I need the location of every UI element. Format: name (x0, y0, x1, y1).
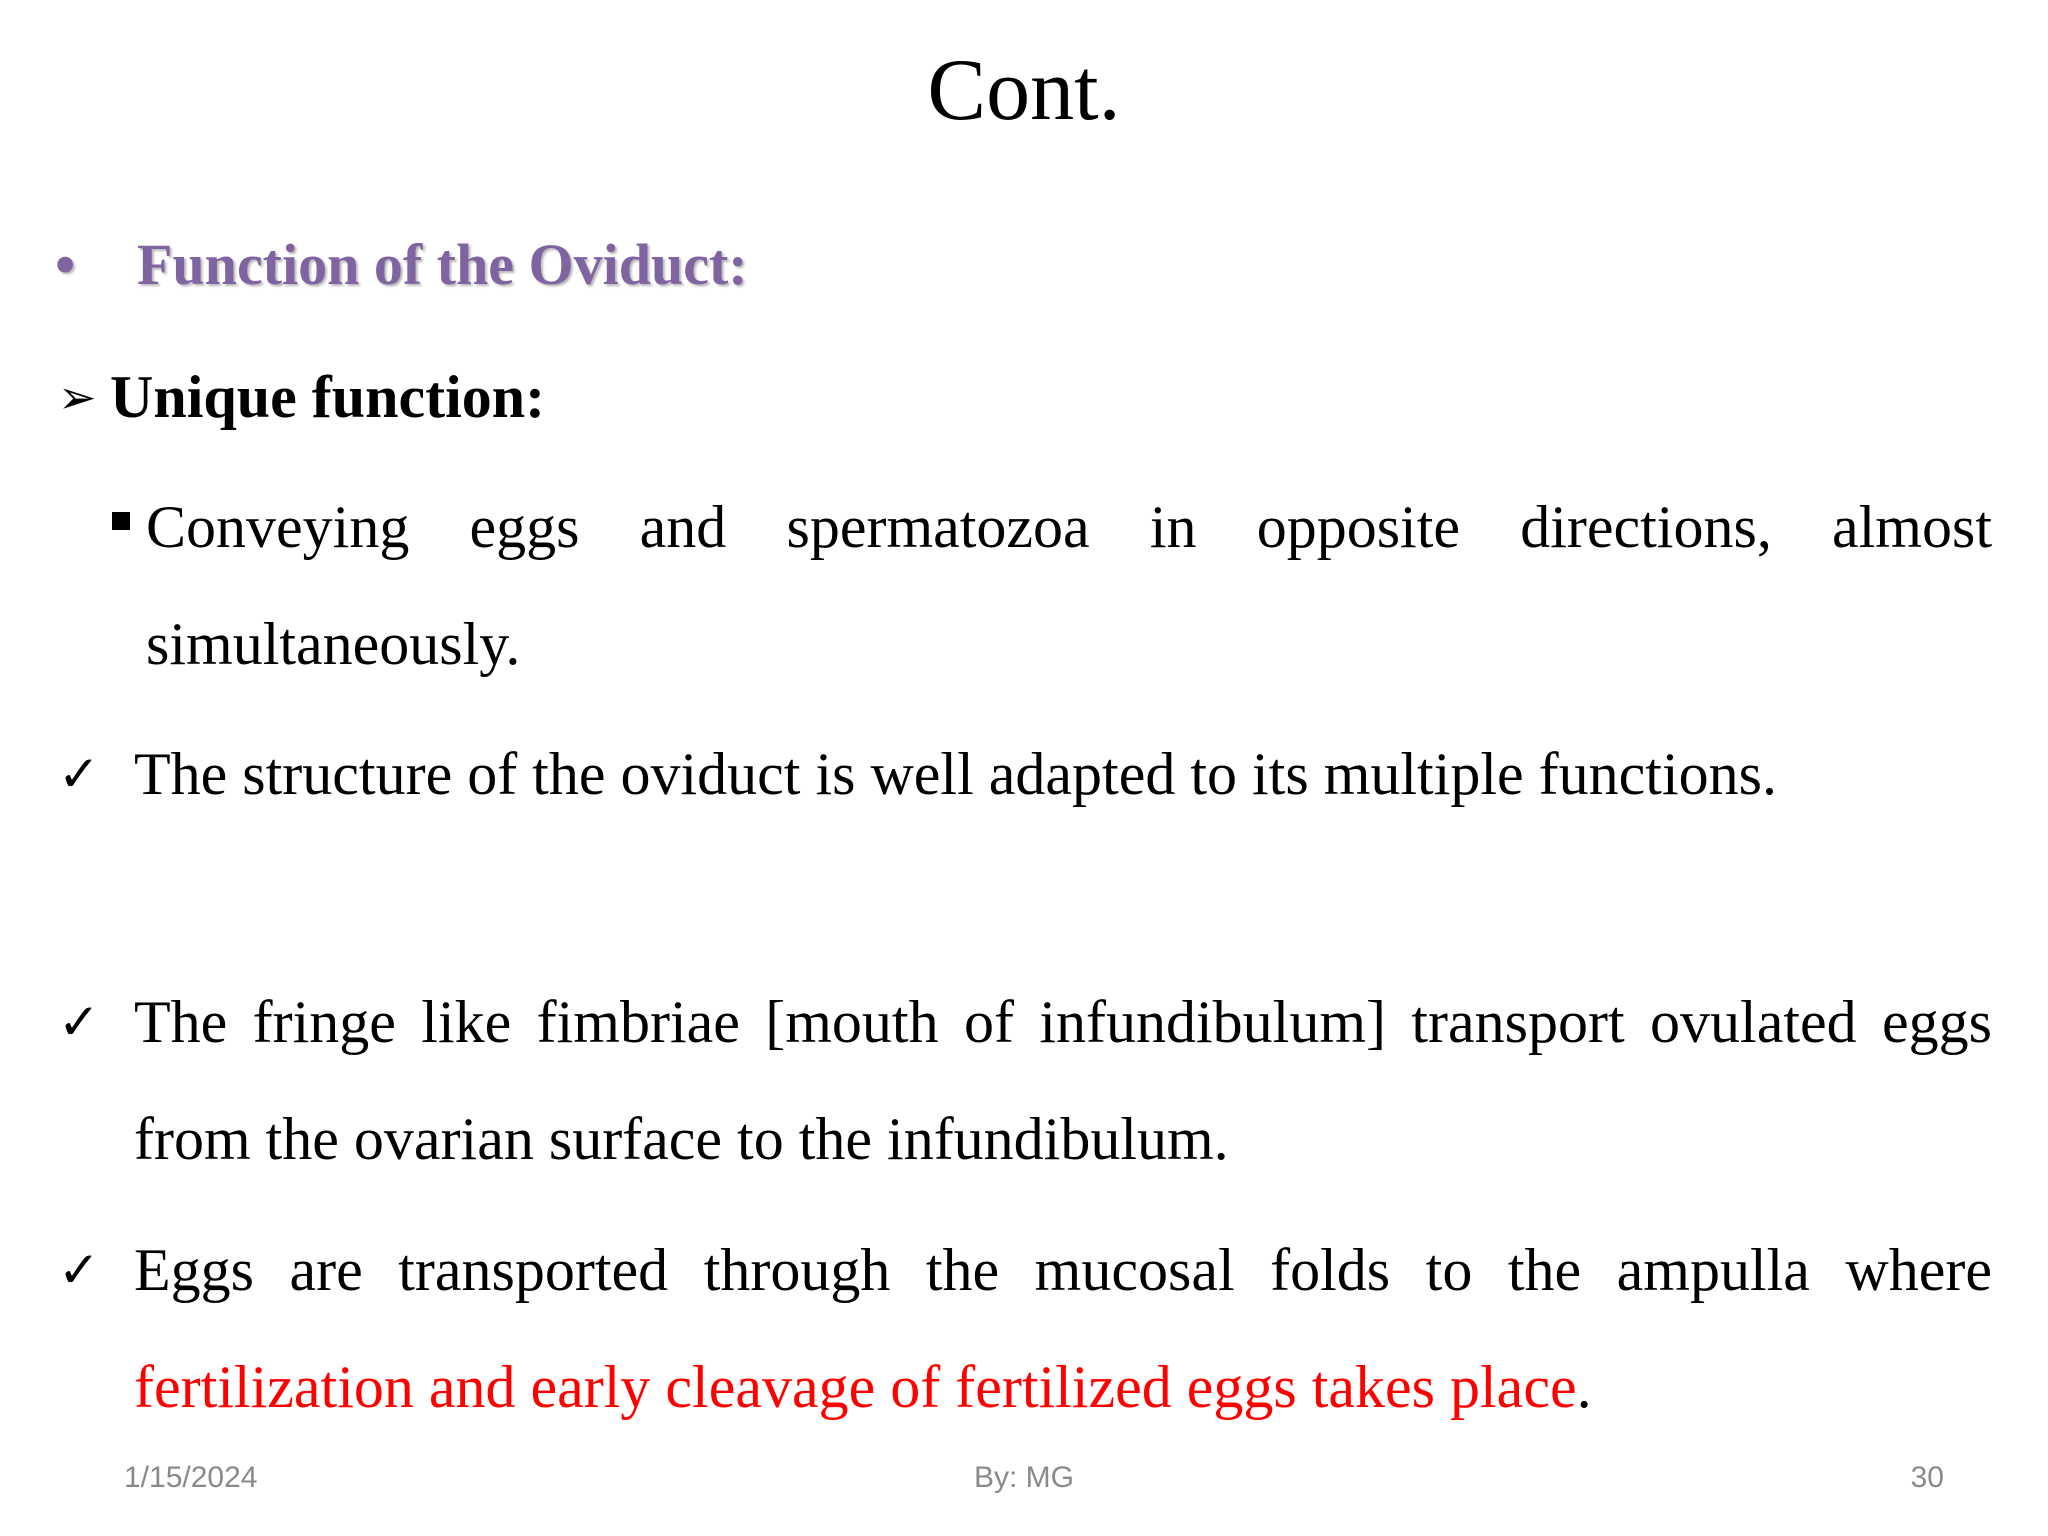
section-heading (55, 230, 748, 300)
point-eggs-transport (134, 1212, 1992, 1446)
arrow-bullet-icon: ➢ (58, 370, 97, 424)
footer-date: 1/15/2024 (124, 1461, 258, 1494)
checkmark-icon: ✓ (58, 1241, 100, 1299)
checkmark-icon: ✓ (58, 993, 100, 1051)
section-heading-text: Function of the Oviduct: (137, 232, 748, 297)
point-fimbriae: The fringe like fimbriae [mouth of infundibulum] transport ovulated eggs from the ovarian surface to the infundibulum. (134, 989, 1992, 1172)
slide-title: Cont. (927, 42, 1121, 139)
point-text: Eggs are transported through the mucosal folds to the ampulla where (134, 1237, 1992, 1303)
checkmark-icon: ✓ (58, 745, 100, 803)
point-structure: The structure of the oviduct is well adapted to its multiple functions. (134, 741, 1777, 807)
footer-author: By: MG (973, 1461, 1074, 1494)
point-text-end: . (1576, 1354, 1592, 1420)
bullet-dot: • (55, 232, 76, 297)
highlighted-text: fertilization and early cleavage of fertilized eggs takes place (134, 1354, 1577, 1420)
square-bullet-icon (112, 512, 130, 530)
slide-number: 30 (1910, 1461, 1944, 1494)
point-conveying: Conveying eggs and spermatozoa in opposite directions, almost simultaneously. (146, 494, 1992, 677)
subheading (58, 362, 545, 436)
subheading-text: Unique function: (110, 364, 546, 430)
